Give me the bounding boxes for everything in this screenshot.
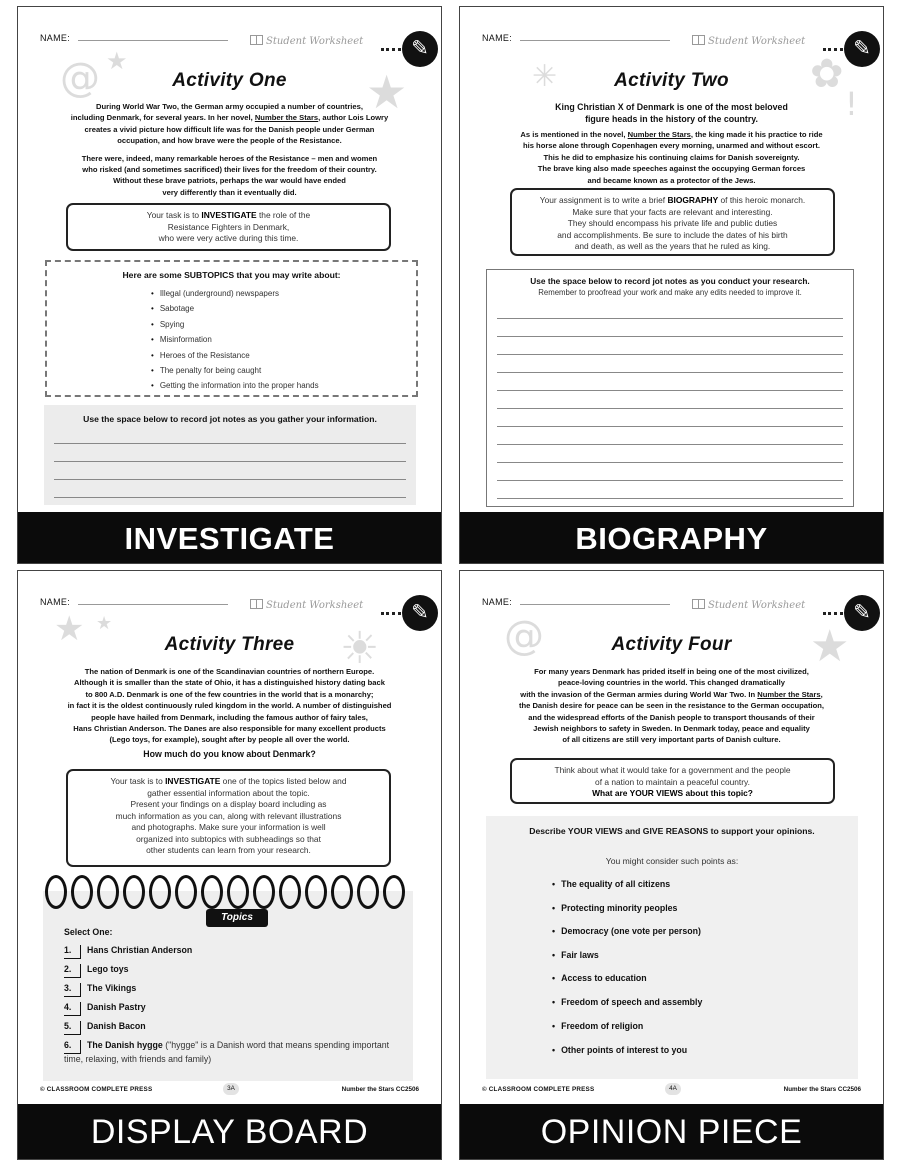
book-icon: [692, 35, 705, 45]
question-heading: How much do you know about Denmark?: [143, 749, 316, 759]
exclamation-icon: !: [845, 85, 858, 123]
pencil-icon: ✎: [402, 31, 438, 67]
list-item: • Access to education: [552, 973, 647, 983]
star-icon: ★: [54, 609, 85, 649]
pencil-icon: ✎: [402, 595, 438, 631]
list-item: • Sabotage: [151, 301, 402, 316]
writing-line[interactable]: [497, 372, 843, 373]
student-worksheet-tag: Student Worksheet: [692, 35, 805, 47]
intro-text: The nation of Denmark is one of the Scandinavian countries of northern Europe. Although it is smaller than the state of Ohio, it has a distinguished history dating back to 800 A.D. Denmark is one of the few countries in the world that is a monarchy; in fact it is the oldest continuously ruled kingdom in the world. A number of distinguished people have hailed from Denmark, including the famous author of fairy tales, Hans Christian Anderson. The Danes are also responsible for many excellent products (Lego toys, for example), sought after by people all over the world.: [67, 667, 392, 745]
name-label: NAME:: [482, 33, 513, 43]
name-label: NAME:: [482, 597, 513, 607]
list-item: • The equality of all citizens: [552, 879, 670, 889]
list-item: • Freedom of religion: [552, 1021, 643, 1031]
jot-notes-box: [486, 269, 854, 507]
student-worksheet-tag: Student Worksheet: [250, 35, 363, 47]
writing-line[interactable]: [54, 479, 406, 480]
worksheet-activity-two: [459, 6, 884, 564]
ring: [149, 875, 171, 909]
topic-item[interactable]: 4. Danish Pastry: [64, 1002, 146, 1016]
page-number: 3A: [223, 1083, 239, 1095]
writing-line[interactable]: [54, 461, 406, 462]
book-icon: [250, 599, 263, 609]
swirl-icon: @: [504, 613, 544, 659]
views-subheading: You might consider such points as:: [605, 856, 739, 866]
notes-heading: Use the space below to record jot notes as you gather your information.: [83, 414, 377, 424]
ring: [201, 875, 223, 909]
ring: [97, 875, 119, 909]
writing-line[interactable]: [497, 444, 843, 445]
task-box: Think about what it would take for a government and the people of a nation to maintain a peaceful country. What are YOUR VIEWS about this topic?: [510, 758, 835, 804]
list-item: • Getting the information into the proper hands: [151, 378, 402, 393]
writing-line[interactable]: [497, 390, 843, 391]
ring: [71, 875, 93, 909]
star-icon: ★: [96, 613, 113, 634]
writing-line[interactable]: [497, 480, 843, 481]
pencil-icon: ✎: [844, 595, 880, 631]
name-field[interactable]: [520, 40, 670, 41]
intro-text: As is mentioned in the novel, Number the Stars, the king made it his practice to ride his horse alone through Copenhagen every morning, unarmed and without escort. This he did to emphasize his continuing claims for Danish sovereignty. The brave king also made speeches against the occupying German forces and became known as a protector of the Jews.: [520, 130, 823, 185]
name-label: NAME:: [40, 33, 71, 43]
name-field[interactable]: [78, 604, 228, 605]
list-item: • Spying: [151, 317, 402, 332]
publisher-logo: © CLASSROOM COMPLETE PRESS: [482, 1086, 595, 1093]
book-icon: [692, 599, 705, 609]
activity-title: Activity Two: [614, 70, 729, 91]
writing-line[interactable]: [497, 354, 843, 355]
writing-line[interactable]: [497, 462, 843, 463]
sun-icon: ☀: [340, 623, 380, 674]
topic-item[interactable]: 1. Hans Christian Anderson: [64, 945, 192, 959]
book-icon: [250, 35, 263, 45]
list-item: • Heroes of the Resistance: [151, 348, 402, 363]
intro-text: For many years Denmark has prided itself in being one of the most civilized, peace-loving countries in the world. This changed dramatically with the invasion of the German armies during World War Two. In Number the Stars, the Danish desire for peace can be seen in the resistance to the German occupation, and the widespread efforts of the Danish people to transport thousands of their Jewish neighbors to safety in Sweden. In Denmark today, peace and equality of all citizens are still very important parts of Danish culture.: [518, 667, 825, 745]
ring: [45, 875, 67, 909]
writing-line[interactable]: [497, 498, 843, 499]
ring: [123, 875, 145, 909]
topic-item[interactable]: 3. The Vikings: [64, 983, 136, 997]
ring: [331, 875, 353, 909]
task-box: Your assignment is to write a brief BIOGRAPHY of this heroic monarch. Make sure that your facts are relevant and interesting. They should encompass his private life and public duties and accomplishments. Be sure to include the dates of his birth and death, as well as the years that he ruled as king.: [510, 188, 835, 256]
worksheet-activity-three: [17, 570, 442, 1160]
list-item: • Democracy (one vote per person): [552, 926, 701, 936]
worksheet-activity-one: [17, 6, 442, 564]
subtopics-heading: Here are some SUBTOPICS that you may write about:: [122, 270, 341, 280]
topics-tab: Topics: [206, 909, 268, 927]
topic-item[interactable]: 5. Danish Bacon: [64, 1021, 146, 1035]
writing-line[interactable]: [497, 336, 843, 337]
writing-line[interactable]: [497, 318, 843, 319]
intro-text: During World War Two, the German army occupied a number of countries, including Denmark, for several years. In her novel, Number the Stars, author Lois Lowry creates a vivid picture how difficult life was for the Danish people under German occupation, and how brave were the people of the Resistance. There were, indeed, many remarkable heroes of the Resistance – men and women who risked (and sometimes sacrificed) their lives for the freedom of their country. Without these brave patriots, perhaps the war would have ended very differently than it eventually did.: [70, 102, 389, 197]
star-icon: ★: [106, 47, 128, 75]
banner-title: OPINION PIECE: [460, 1104, 883, 1159]
name-field[interactable]: [520, 604, 670, 605]
notes-area: [44, 405, 416, 505]
name-label: NAME:: [40, 597, 71, 607]
ring: [357, 875, 379, 909]
list-item: • Freedom of speech and assembly: [552, 997, 702, 1007]
ring: [253, 875, 275, 909]
publisher-logo: © CLASSROOM COMPLETE PRESS: [40, 1086, 153, 1093]
activity-title: Activity One: [172, 70, 287, 91]
banner-title: BIOGRAPHY: [460, 512, 883, 563]
list-item: • Fair laws: [552, 950, 599, 960]
student-worksheet-tag: Student Worksheet: [250, 599, 363, 611]
list-item: • Other points of interest to you: [552, 1045, 687, 1055]
student-worksheet-tag: Student Worksheet: [692, 599, 805, 611]
subtopics-box: [45, 260, 418, 397]
banner-title: INVESTIGATE: [18, 512, 441, 563]
writing-line[interactable]: [497, 408, 843, 409]
star-icon: ★: [810, 621, 850, 672]
task-box: Your task is to INVESTIGATE the role of the Resistance Fighters in Denmark, who were very active during this time.: [66, 203, 391, 251]
sparkle-icon: ✳: [532, 59, 558, 94]
task-box: Your task is to INVESTIGATE one of the topics listed below and gather essential information about the topic. Present your findings on a display board including as much information as you can, along with relevant illustrations and photographs. Make sure your information is well organized into subtopics with subheadings so that other students can learn from your research.: [66, 769, 391, 867]
writing-line[interactable]: [497, 426, 843, 427]
book-reference: Number the Stars CC2506: [783, 1086, 861, 1093]
list-item: • Misinformation: [151, 332, 402, 347]
jot-subheading: Remember to proofread your work and make any edits needed to improve it.: [538, 288, 802, 297]
worksheet-activity-four: [459, 570, 884, 1160]
views-area: [486, 816, 858, 1079]
swirl-icon: @: [60, 55, 100, 101]
pencil-icon: ✎: [844, 31, 880, 67]
ring: [175, 875, 197, 909]
page-footer: [18, 1084, 441, 1098]
subtopics-list: [61, 286, 402, 394]
ring: [279, 875, 301, 909]
activity-title: Activity Four: [611, 634, 732, 655]
list-item: • Protecting minority peoples: [552, 903, 677, 913]
ring: [305, 875, 327, 909]
list-item: • Illegal (underground) newspapers: [151, 286, 402, 301]
jot-heading: Use the space below to record jot notes as you conduct your research.: [530, 276, 810, 286]
views-heading: Describe YOUR VIEWS and GIVE REASONS to support your opinions.: [529, 826, 815, 836]
flower-icon: ✿: [810, 51, 844, 97]
banner-title: DISPLAY BOARD: [18, 1104, 441, 1159]
page-number: 4A: [665, 1083, 681, 1095]
writing-line[interactable]: [54, 497, 406, 498]
list-item: • The penalty for being caught: [151, 363, 402, 378]
book-reference: Number the Stars CC2506: [341, 1086, 419, 1093]
topic-item[interactable]: 2. Lego toys: [64, 964, 129, 978]
ring: [227, 875, 249, 909]
star-icon: ★: [366, 65, 408, 119]
ring: [383, 875, 405, 909]
activity-title: Activity Three: [164, 634, 295, 655]
writing-line[interactable]: [54, 443, 406, 444]
select-one-label: Select One:: [64, 927, 113, 937]
page-footer: [460, 1084, 883, 1098]
topic-item[interactable]: 6. The Danish hygge ("hygge" is a Danish word that means spending important time, relaxing, with friends and family): [64, 1040, 390, 1064]
activity-subtitle: King Christian X of Denmark is one of the most beloved figure heads in the history of the country.: [555, 102, 788, 124]
name-field[interactable]: [78, 40, 228, 41]
